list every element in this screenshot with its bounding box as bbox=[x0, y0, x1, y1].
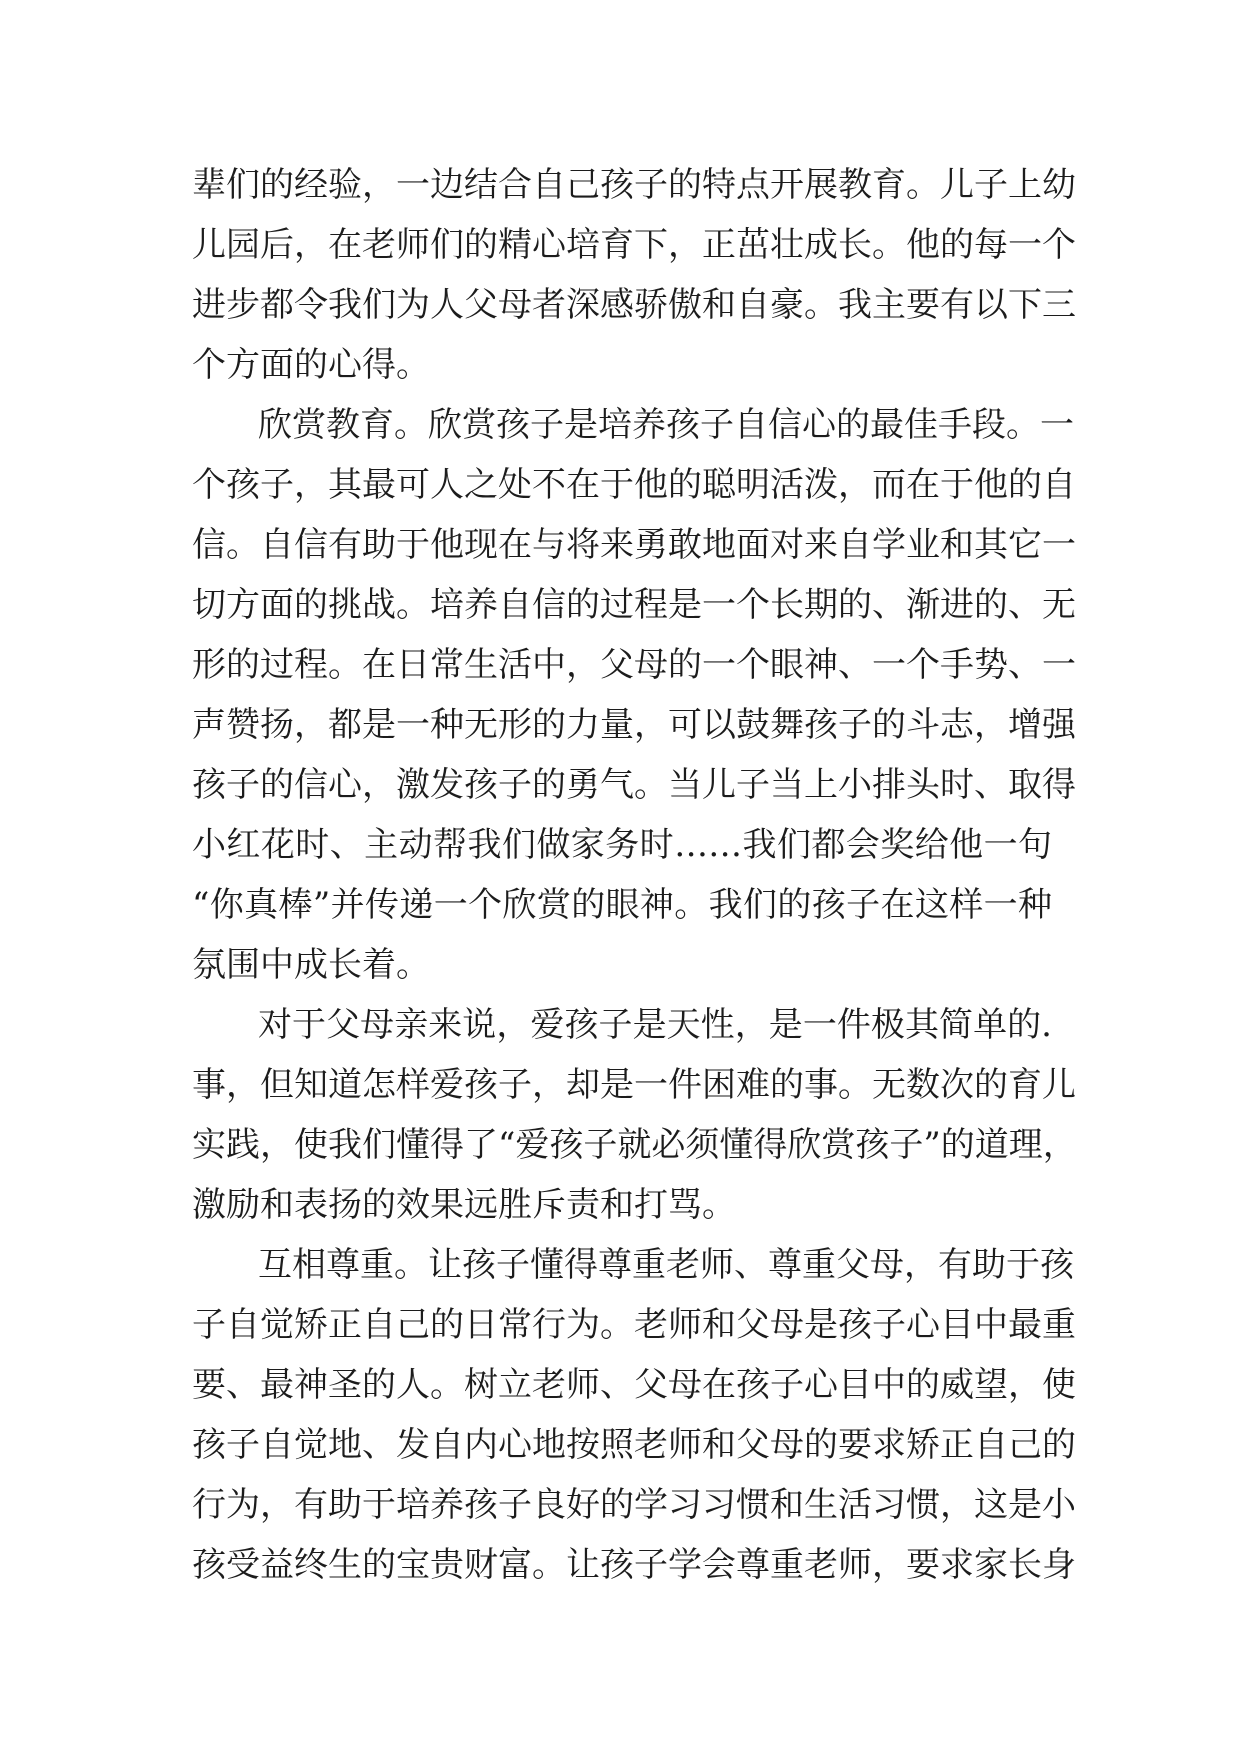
text-line: 实践，使我们懂得了“爱孩子就必须懂得欣赏孩子”的道理， bbox=[192, 1125, 1077, 1165]
text-line: 氛围中成长着。 bbox=[192, 945, 430, 985]
text-line: 个孩子，其最可人之处不在于他的聪明活泼，而在于他的自 bbox=[192, 465, 1076, 505]
text-line: 辈们的经验，一边结合自己孩子的特点开展教育。儿子上幼 bbox=[192, 165, 1076, 205]
text-line: 对于父母亲来说，爱孩子是天性，是一件极其简单的. bbox=[258, 1005, 1052, 1045]
text-line: 小红花时、主动帮我们做家务时……我们都会奖给他一句 bbox=[192, 825, 1052, 865]
text-line: 欣赏教育。欣赏孩子是培养孩子自信心的最佳手段。一 bbox=[258, 405, 1074, 445]
text-line: “你真棒”并传递一个欣赏的眼神。我们的孩子在这样一种 bbox=[192, 885, 1052, 925]
text-line: 声赞扬，都是一种无形的力量，可以鼓舞孩子的斗志，增强 bbox=[192, 705, 1076, 745]
text-line: 要、最神圣的人。树立老师、父母在孩子心目中的威望，使 bbox=[192, 1365, 1076, 1405]
text-line: 孩子自觉地、发自内心地按照老师和父母的要求矫正自己的 bbox=[192, 1425, 1076, 1465]
text-line: 行为，有助于培养孩子良好的学习习惯和生活习惯，这是小 bbox=[192, 1485, 1076, 1525]
text-line: 形的过程。在日常生活中，父母的一个眼神、一个手势、一 bbox=[192, 645, 1076, 685]
text-line: 事，但知道怎样爱孩子，却是一件困难的事。无数次的育儿 bbox=[192, 1065, 1076, 1105]
text-line: 激励和表扬的效果远胜斥责和打骂。 bbox=[192, 1185, 736, 1225]
text-line: 信。自信有助于他现在与将来勇敢地面对来自学业和其它一 bbox=[192, 525, 1076, 565]
document-body bbox=[192, 155, 1077, 1595]
text-line: 互相尊重。让孩子懂得尊重老师、尊重父母，有助于孩 bbox=[258, 1245, 1074, 1285]
text-line: 切方面的挑战。培养自信的过程是一个长期的、渐进的、无 bbox=[192, 585, 1076, 625]
text-line: 进步都令我们为人父母者深感骄傲和自豪。我主要有以下三 bbox=[192, 285, 1076, 325]
text-line: 个方面的心得。 bbox=[192, 345, 430, 385]
text-line: 儿园后，在老师们的精心培育下，正茁壮成长。他的每一个 bbox=[192, 225, 1076, 265]
text-line: 孩受益终生的宝贵财富。让孩子学会尊重老师，要求家长身 bbox=[192, 1545, 1076, 1585]
text-line: 孩子的信心，激发孩子的勇气。当儿子当上小排头时、取得 bbox=[192, 765, 1076, 805]
text-line: 子自觉矫正自己的日常行为。老师和父母是孩子心目中最重 bbox=[192, 1305, 1076, 1345]
